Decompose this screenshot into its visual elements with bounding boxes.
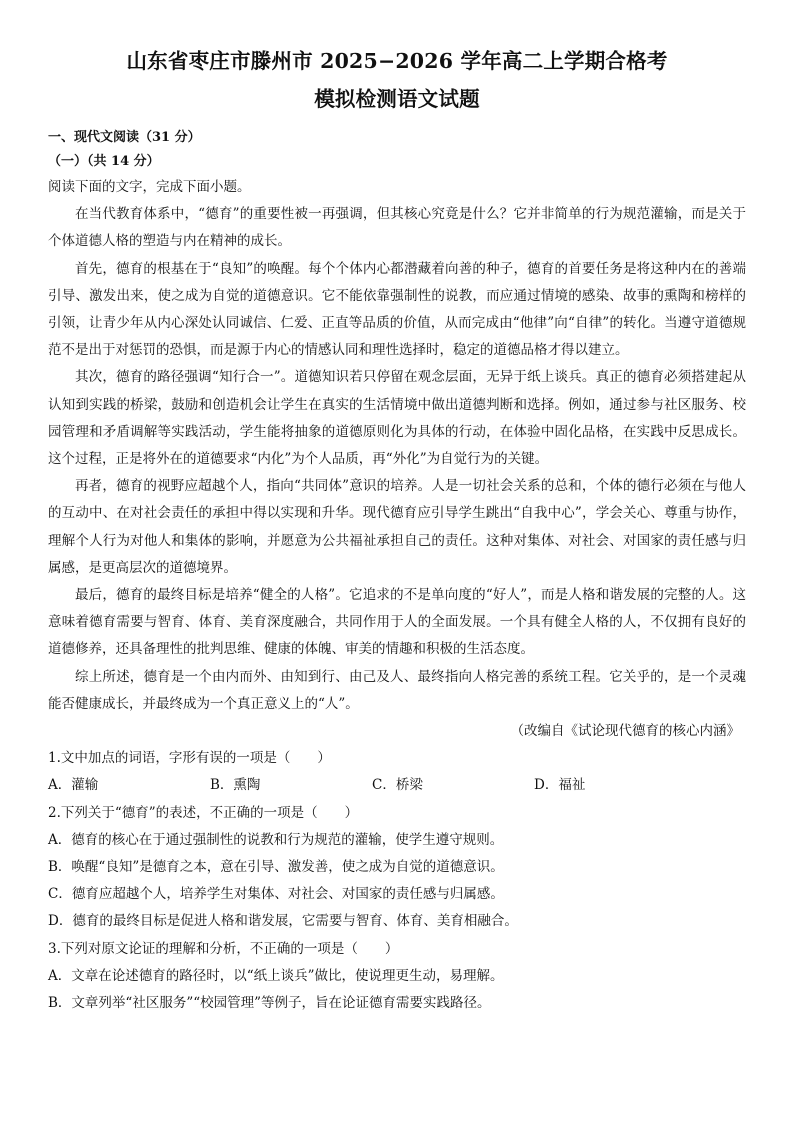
- passage-paragraph: 再者，德育的视野应超越个人，指向“共同体”意识的培养。人是一切社会关系的总和，个体的德行必须在与他人的互动中、在对社会责任的承担中得以实现和升华。现代德育应引导学生跳出“自我中心”，学会关心、尊重与协作，理解个人行为对他人和集体的影响，并愿意为公共福祉承担自己的责任。这种对集体、对社会、对国家的责任感与归属感，是更高层次的道德境界。: [48, 478, 746, 576]
- exam-title: 山东省枣庄市滕州市 2025−2026 学年高二上学期合格考: [126, 49, 668, 73]
- option-a: A．文章在论述德育的路径时，以“纸上谈兵”做比，使说理更生动，易理解。: [48, 967, 504, 984]
- option-b: B．唤醒“良知”是德育之本，意在引导、激发善，使之成为自觉的道德意识。: [48, 859, 504, 876]
- passage: [48, 201, 746, 745]
- option-c: C．德育应超越个人，培养学生对集体、对社会、对国家的责任感与归属感。: [48, 886, 504, 903]
- question-options: [48, 772, 746, 799]
- option-a: A．德育的核心在于通过强制性的说教和行为规范的灌输，使学生遵守规则。: [48, 831, 504, 848]
- passage-paragraph: 首先，德育的根基在于“良知”的唤醒。每个个体内心都潜藏着向善的种子，德育的首要任务是将这种内在的善端引导、激发出来，使之成为自觉的道德意识。它不能依靠强制性的说教，而应通过情境的感染、故事的熏陶和榜样的引领，让青少年从内心深处认同诚信、仁爱、正直等品质的价值，从而完成由“他律”向“自律”的转化。当遵守道德规范不是出于对惩罚的恐惧，而是源于内心的情感认同和理性选择时，稳定的道德品格才得以建立。: [48, 260, 746, 359]
- question-stem: 2.下列关于“德育”的表述，不正确的一项是（ ）: [48, 804, 359, 821]
- question-2: [48, 800, 746, 936]
- option-a: A．灌输: [48, 777, 99, 794]
- passage-source: （改编自《试论现代德育的核心内涵》: [510, 723, 740, 740]
- section-heading: 一、现代文阅读（31 分）: [48, 130, 201, 145]
- question-3: [48, 936, 746, 1018]
- question-1: [48, 745, 746, 799]
- option-b: B．熏陶: [210, 777, 261, 794]
- passage-paragraph: 在当代教育体系中，“德育”的重要性被一再强调，但其核心究竟是什么？它并非简单的行为规范灌输，而是关于个体道德人格的塑造与内在精神的成长。: [48, 206, 746, 250]
- question-stem: 3.下列对原文论证的理解和分析，不正确的一项是（ ）: [48, 940, 399, 957]
- reading-instruction: 阅读下面的文字，完成下面小题。: [48, 179, 251, 195]
- option-d: D．福祉: [534, 777, 586, 794]
- passage-paragraph: 综上所述，德育是一个由内而外、由知到行、由己及人、最终指向人格完善的系统工程。它关乎的，是一个灵魂能否健康成长，并最终成为一个真正意义上的“人”。: [48, 668, 746, 712]
- option-c: C．桥梁: [372, 777, 423, 794]
- option-d: D．德育的最终目标是促进人格和谐发展，它需要与智育、体育、美育相融合。: [48, 913, 518, 930]
- passage-paragraph: 最后，德育的最终目标是培养“健全的人格”。它追求的不是单向度的“好人”，而是人格和谐发展的完整的人。这意味着德育需要与智育、体育、美育深度融合，共同作用于人的全面发展。一个具有健全人格的人，不仅拥有良好的道德修养，还具备理性的批判思维、健康的体魄、审美的情趣和积极的生活态度。: [48, 587, 746, 658]
- option-b: B．文章列举“社区服务”“校园管理”等例子，旨在论证德育需要实践路径。: [48, 995, 491, 1012]
- passage-paragraph: 其次，德育的路径强调“知行合一”。道德知识若只停留在观念层面，无异于纸上谈兵。真正的德育必须搭建起从认知到实践的桥梁，鼓励和创造机会让学生在真实的生活情境中做出道德判断和选择。例如，通过参与社区服务、校园管理和矛盾调解等实践活动，学生能将抽象的道德原则化为具体的行动，在体验中固化品格，在实践中反思成长。这个过程，正是将外在的道德要求“内化”为个人品质，再“外化”为自觉行为的关键。: [48, 369, 746, 468]
- question-stem: 1.文中加点的词语，字形有误的一项是（ ）: [48, 750, 331, 767]
- sub-section-heading: （一）（共 14 分）: [48, 154, 160, 169]
- exam-subtitle: 模拟检测语文试题: [314, 87, 480, 111]
- title-block: [48, 46, 746, 114]
